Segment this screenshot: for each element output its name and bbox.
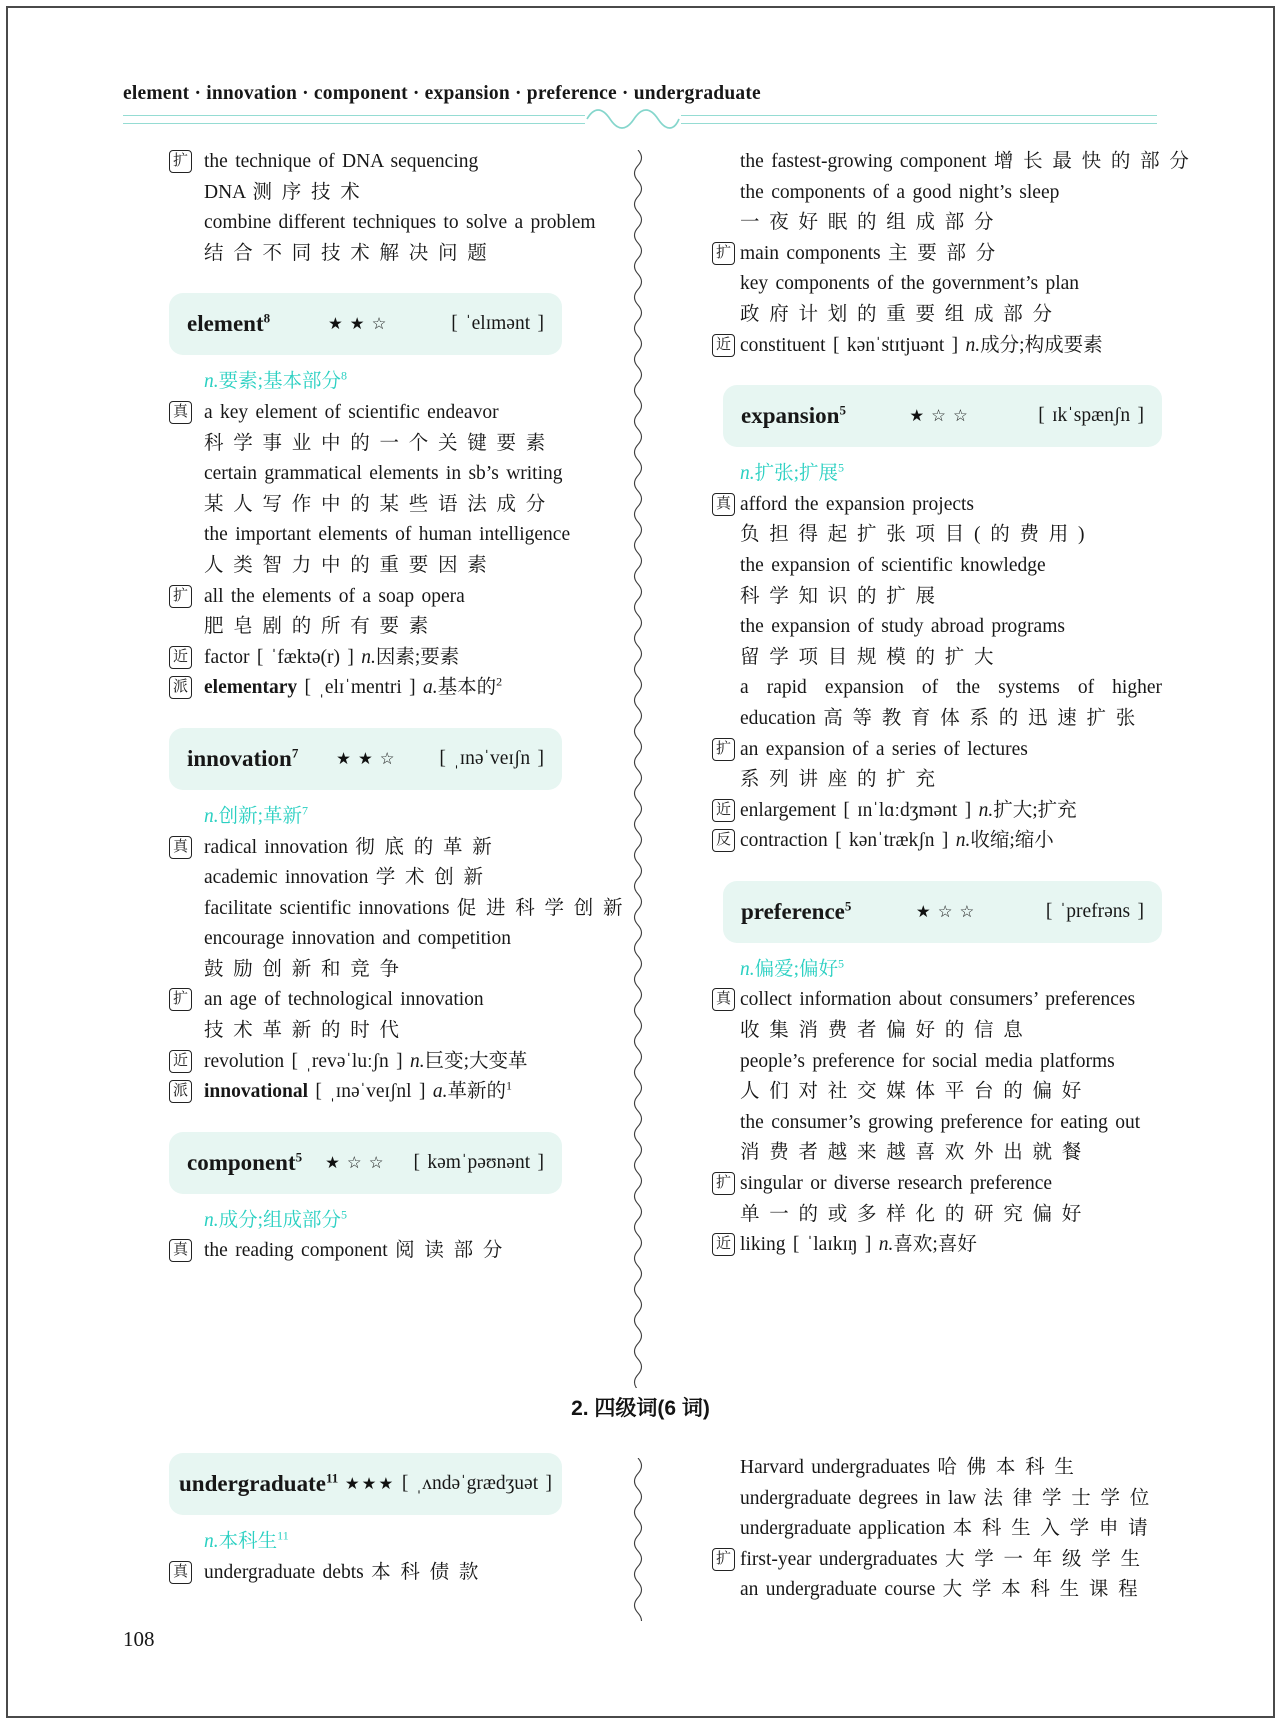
text-span: the important elements of human intelligence	[204, 524, 571, 546]
text-span: education	[740, 707, 824, 729]
example-line	[712, 551, 1162, 582]
text-span: 创新;革新	[218, 805, 303, 827]
left-column	[169, 1453, 611, 1588]
chinese-translation: 大学本科生课程	[942, 1579, 1148, 1601]
chinese-translation: 增长最快的部分	[993, 151, 1199, 172]
example-group	[712, 985, 1162, 1169]
text-span: factor [ ˈfæktə(r) ]	[204, 646, 362, 668]
text-span: [ ˌelɪˈmentri ]	[297, 677, 423, 699]
synonym-badge: 近	[169, 1050, 192, 1073]
text-span: n.	[878, 1234, 894, 1256]
chinese-translation: 主要部分	[887, 242, 1005, 264]
chinese-translation: 结合不同技术解决问题	[204, 242, 497, 264]
example-line	[712, 1575, 1162, 1606]
example-group	[712, 1230, 1162, 1261]
example-line	[169, 1016, 611, 1047]
text-span: the reading component	[204, 1240, 396, 1262]
phonetic: [ ˈprefrəns ]	[1045, 900, 1144, 922]
example-line	[169, 612, 611, 643]
text-span: n.	[955, 830, 971, 852]
example-line	[169, 520, 611, 551]
example-line	[712, 1514, 1162, 1545]
text-span: a key element of scientific endeavor	[204, 401, 499, 423]
text-span: radical innovation	[204, 836, 356, 858]
chinese-translation: 大学一年级学生	[944, 1548, 1150, 1570]
example-line	[712, 582, 1162, 613]
text-span: n.	[204, 1531, 219, 1552]
section-title: 2. 四级词(6 词)	[571, 1397, 710, 1420]
text-span: n.	[204, 805, 219, 827]
headword-card	[169, 1453, 562, 1515]
chinese-translation: 鼓励创新和竞争	[204, 958, 409, 980]
text-span: n.	[361, 646, 376, 668]
exam-badge: 真	[169, 1239, 192, 1262]
headword-superscript: 5	[295, 1148, 303, 1164]
example-group	[169, 673, 611, 704]
headword-superscript: 8	[263, 310, 271, 326]
text-span: n.	[204, 371, 219, 393]
example-line	[712, 796, 1162, 827]
superscript: 7	[302, 803, 309, 818]
chinese-translation: 消费者越来越喜欢外出就餐	[740, 1142, 1092, 1164]
example-line	[712, 1230, 1162, 1261]
example-line	[169, 924, 611, 955]
example-line	[169, 985, 611, 1016]
definition-line	[169, 1527, 611, 1558]
example-group	[169, 147, 611, 269]
example-line	[169, 894, 633, 925]
continuation-lines	[712, 1453, 1162, 1545]
expand-badge: 扩	[169, 988, 192, 1011]
example-line	[712, 147, 1199, 178]
star-rating: ★★☆	[328, 314, 394, 334]
example-line	[712, 300, 1162, 331]
text-span: the fastest-growing component	[740, 151, 994, 172]
text-span: key components of the government’s plan	[740, 273, 1080, 295]
example-line	[712, 1453, 1162, 1484]
definition-line	[712, 955, 1162, 986]
star-rating: ★★☆	[336, 748, 402, 768]
exam-badge: 真	[169, 836, 192, 859]
chinese-translation: 留学项目规模的扩大	[740, 646, 1004, 668]
headword: component$^5$	[187, 1148, 303, 1175]
text-span: a.	[423, 677, 438, 699]
phonetic: [ kəmˈpəʊnənt ]	[413, 1151, 544, 1173]
text-span: 要素;基本部分	[218, 371, 342, 393]
text-span: certain grammatical elements in sb’s writing	[204, 463, 563, 485]
example-line	[712, 985, 1162, 1016]
text-span: an expansion of a series of lectures	[740, 738, 1028, 760]
phonetic: [ ˌʌndəˈgrædʒuət ]	[401, 1472, 552, 1494]
phonetic: [ ˌɪnəˈveɪʃn ]	[439, 747, 544, 769]
chinese-translation: 人们对社交媒体平台的偏好	[740, 1081, 1092, 1103]
example-group	[169, 398, 611, 582]
example-line	[169, 833, 611, 864]
text-span: all the elements of a soap opera	[204, 585, 465, 607]
example-line	[712, 1200, 1162, 1231]
text-span: 偏爱;偏好	[754, 958, 839, 980]
synonym-badge: 近	[712, 799, 735, 822]
text-span: 扩大;扩充	[993, 799, 1077, 821]
example-line	[712, 331, 1162, 362]
chinese-translation: 系列讲座的扩充	[740, 769, 945, 791]
example-line	[712, 1169, 1162, 1200]
chinese-translation: 政府计划的重要组成部分	[740, 303, 1062, 325]
text-span: [ ˌɪnəˈveɪʃnl ]	[308, 1081, 433, 1103]
example-group	[169, 1558, 611, 1589]
example-line	[712, 1545, 1162, 1576]
example-line	[169, 398, 611, 429]
example-line	[712, 612, 1162, 643]
text-span: encourage innovation and competition	[204, 928, 511, 950]
example-line	[169, 239, 611, 270]
example-group	[712, 490, 1162, 735]
definition-line	[712, 459, 1162, 490]
text-span: the technique of DNA sequencing	[204, 151, 479, 172]
text-span: Harvard undergraduates	[740, 1457, 938, 1478]
example-line	[169, 1558, 611, 1589]
column-divider-icon	[629, 150, 647, 1388]
chinese-translation: 收集消费者偏好的信息	[740, 1020, 1033, 1042]
example-line	[712, 765, 1162, 796]
expand-badge: 扩	[169, 150, 192, 173]
headword-card	[723, 385, 1162, 447]
example-line	[712, 1108, 1162, 1139]
text-span: 本科生	[218, 1531, 278, 1552]
chinese-translation: 学术创新	[375, 867, 493, 889]
text-span: 基本的	[437, 677, 497, 699]
star-rating: ★☆☆	[909, 405, 975, 425]
expand-badge: 扩	[712, 1548, 735, 1571]
continuation-lines	[712, 147, 1199, 239]
text-span: first-year undergraduates	[740, 1548, 945, 1570]
chinese-translation: 科学事业中的一个关键要素	[204, 432, 556, 454]
chinese-translation: 法律学士学位	[983, 1487, 1160, 1509]
text-span: an age of technological innovation	[204, 989, 484, 1011]
chinese-translation: 哈佛本科生	[937, 1457, 1084, 1478]
headword-card	[169, 728, 562, 790]
chinese-translation: 科学知识的扩展	[740, 585, 945, 607]
example-group	[712, 239, 1162, 331]
text-span: n.	[204, 1209, 219, 1231]
chinese-translation: 阅读部分	[395, 1240, 513, 1262]
text-span: people’s preference for social media platforms	[740, 1050, 1115, 1072]
superscript: 5	[838, 956, 845, 971]
chinese-translation: 人类智力中的重要因素	[204, 554, 497, 576]
example-line	[712, 1047, 1162, 1078]
chinese-translation: 肥皂剧的所有要素	[204, 616, 439, 638]
example-group	[169, 582, 611, 643]
example-group	[712, 826, 1162, 857]
text-span: collect information about consumers’ preferences	[740, 989, 1136, 1011]
rule-ornament-icon	[585, 108, 681, 130]
example-group	[712, 331, 1162, 362]
example-group	[169, 1047, 611, 1078]
text-span: the expansion of scientific knowledge	[740, 554, 1046, 576]
chinese-translation: 本科生入学申请	[952, 1518, 1158, 1540]
headword: innovation$^7$	[187, 744, 299, 771]
chinese-translation: 某人写作中的某些语法成分	[204, 493, 556, 515]
chinese-translation: 测序技术	[252, 181, 370, 203]
star-rating: ★☆☆	[915, 901, 982, 921]
example-line	[712, 1138, 1162, 1169]
text-span: singular or diverse research preference	[740, 1173, 1053, 1195]
example-line	[712, 704, 1162, 735]
headword-superscript: 5	[844, 897, 852, 913]
chinese-translation: 单一的或多样化的研究偏好	[740, 1203, 1092, 1225]
example-group	[712, 735, 1162, 796]
superscript: 8	[341, 368, 348, 383]
header-rule	[123, 108, 1157, 130]
example-line	[169, 955, 611, 986]
example-line	[712, 178, 1162, 209]
example-line	[169, 863, 611, 894]
chinese-translation: 彻底的革新	[355, 836, 502, 858]
example-line	[712, 1016, 1162, 1047]
star-rating: ★★★	[344, 1473, 396, 1493]
example-line	[169, 1236, 611, 1267]
headword-card	[169, 293, 562, 355]
example-line	[712, 269, 1162, 300]
example-line	[712, 643, 1162, 674]
antonym-badge: 反	[712, 829, 735, 852]
headword-superscript: 5	[839, 402, 846, 418]
definition-line	[169, 367, 611, 398]
example-group	[712, 796, 1162, 827]
example-line	[712, 208, 1162, 239]
headword: preference$^5$	[741, 897, 852, 924]
headword: undergraduate$^{11}$	[179, 1470, 339, 1496]
right-column	[712, 147, 1199, 1261]
example-group	[169, 985, 611, 1046]
text-span: 因素;要素	[375, 646, 460, 668]
superscript: 2	[496, 674, 503, 689]
rule-line-right	[681, 115, 1157, 124]
text-span: 喜欢;喜好	[893, 1234, 977, 1256]
page-number: 108	[123, 1627, 155, 1651]
text-span: n.	[740, 958, 755, 980]
chinese-translation: 本科债款	[371, 1561, 489, 1583]
expand-badge: 扩	[712, 1172, 735, 1195]
superscript: 1	[505, 1078, 512, 1093]
example-line	[169, 147, 611, 178]
headword: element$^8$	[187, 310, 271, 337]
text-span: the components of a good night’s sleep	[740, 181, 1060, 203]
headword: expansion$^5$	[741, 402, 846, 428]
example-group	[169, 1236, 611, 1267]
superscript: 11	[277, 1528, 289, 1543]
example-group	[169, 1077, 611, 1108]
example-group	[712, 1169, 1162, 1230]
text-span: combine different techniques to solve a problem	[204, 212, 596, 234]
example-group	[169, 833, 633, 986]
example-line	[712, 1077, 1162, 1108]
text-span: main components	[740, 242, 888, 264]
rule-line-left	[123, 115, 585, 124]
example-line	[169, 673, 611, 704]
example-line	[169, 429, 611, 460]
expand-badge: 扩	[712, 738, 735, 761]
example-line	[712, 490, 1162, 521]
example-line	[169, 1047, 611, 1078]
text-span: academic innovation	[204, 867, 376, 889]
text-span: 革新的	[447, 1081, 506, 1103]
headword-card	[169, 1132, 562, 1194]
expand-badge: 扩	[169, 585, 192, 608]
right-column	[712, 1453, 1162, 1606]
text-span: n.	[978, 799, 994, 821]
text-span: n.	[740, 463, 755, 485]
expand-badge: 扩	[712, 242, 735, 265]
text-span: undergraduate degrees in law	[740, 1487, 984, 1509]
example-line	[169, 582, 611, 613]
headword-superscript: 11	[325, 1470, 339, 1486]
example-line	[169, 490, 611, 521]
exam-badge: 真	[169, 401, 192, 424]
text-span: constituent [ kənˈstɪtjuənt ]	[740, 334, 966, 356]
text-span: innovational	[204, 1081, 309, 1103]
text-span: 收缩;缩小	[970, 830, 1054, 852]
main-content-bottom	[0, 1453, 1281, 1683]
text-span: 扩张;扩展	[754, 463, 839, 485]
text-span: contraction [ kənˈtrækʃn ]	[740, 830, 956, 852]
exam-badge: 真	[712, 493, 735, 516]
synonym-badge: 近	[169, 646, 192, 669]
headword-card	[723, 881, 1162, 943]
example-line	[712, 1484, 1162, 1515]
chinese-translation: 技术革新的时代	[204, 1020, 409, 1042]
star-rating: ★☆☆	[325, 1152, 391, 1172]
example-line	[712, 520, 1162, 551]
exam-badge: 真	[169, 1561, 192, 1584]
text-span: a rapid expansion of the systems of higher	[740, 677, 1162, 699]
text-span: the expansion of study abroad programs	[740, 616, 1065, 638]
text-span: n.	[965, 334, 981, 356]
text-span: undergraduate application	[740, 1518, 953, 1540]
text-span: revolution [ ˌrevəˈluːʃn ]	[204, 1050, 411, 1072]
phonetic: [ ɪkˈspænʃn ]	[1038, 404, 1144, 426]
example-line	[169, 551, 611, 582]
example-line	[712, 826, 1162, 857]
text-span: facilitate scientific innovations	[204, 897, 457, 919]
text-span: 成分;构成要素	[980, 334, 1103, 356]
text-span: DNA	[204, 181, 253, 203]
headword-superscript: 7	[291, 744, 299, 760]
chinese-translation: 促进科学创新	[456, 897, 633, 919]
derivative-badge: 派	[169, 676, 192, 699]
text-span: enlargement [ ɪnˈlɑːdʒmənt ]	[740, 799, 979, 821]
example-line	[169, 643, 611, 674]
phonetic: [ ˈelɪmənt ]	[451, 313, 544, 335]
definition-line	[169, 1206, 611, 1237]
example-group	[712, 1545, 1162, 1606]
text-span: the consumer’s growing preference for eating out	[740, 1111, 1141, 1133]
text-span: an undergraduate course	[740, 1579, 943, 1601]
chinese-translation: 一夜好眠的组成部分	[740, 212, 1004, 234]
superscript: 5	[838, 460, 845, 475]
superscript: 5	[341, 1207, 348, 1222]
chinese-translation: 负担得起扩张项目(的费用)	[740, 524, 1095, 546]
definition-line	[169, 802, 611, 833]
text-span: afford the expansion projects	[740, 493, 975, 515]
example-line	[712, 673, 1162, 704]
text-span: undergraduate debts	[204, 1561, 372, 1583]
example-line	[712, 735, 1162, 766]
text-span: 巨变;大变革	[424, 1050, 528, 1072]
left-column	[169, 147, 633, 1267]
synonym-badge: 近	[712, 1233, 735, 1256]
text-span: a.	[432, 1081, 448, 1103]
header-word-list: element · innovation · component · expansion · preference · undergraduate	[123, 83, 761, 104]
example-line	[169, 208, 611, 239]
derivative-badge: 派	[169, 1080, 192, 1103]
chinese-translation: 高等教育体系的迅速扩张	[823, 707, 1145, 729]
example-line	[169, 1077, 611, 1108]
example-line	[169, 178, 611, 209]
synonym-badge: 近	[712, 334, 735, 357]
text-span: 成分;组成部分	[218, 1209, 342, 1231]
text-span: n.	[410, 1050, 425, 1072]
exam-badge: 真	[712, 988, 735, 1011]
text-span: liking [ ˈlaɪkɪŋ ]	[740, 1234, 879, 1256]
text-span: elementary	[204, 677, 298, 699]
example-line	[169, 459, 611, 490]
example-group	[169, 643, 611, 674]
example-line	[712, 239, 1162, 270]
